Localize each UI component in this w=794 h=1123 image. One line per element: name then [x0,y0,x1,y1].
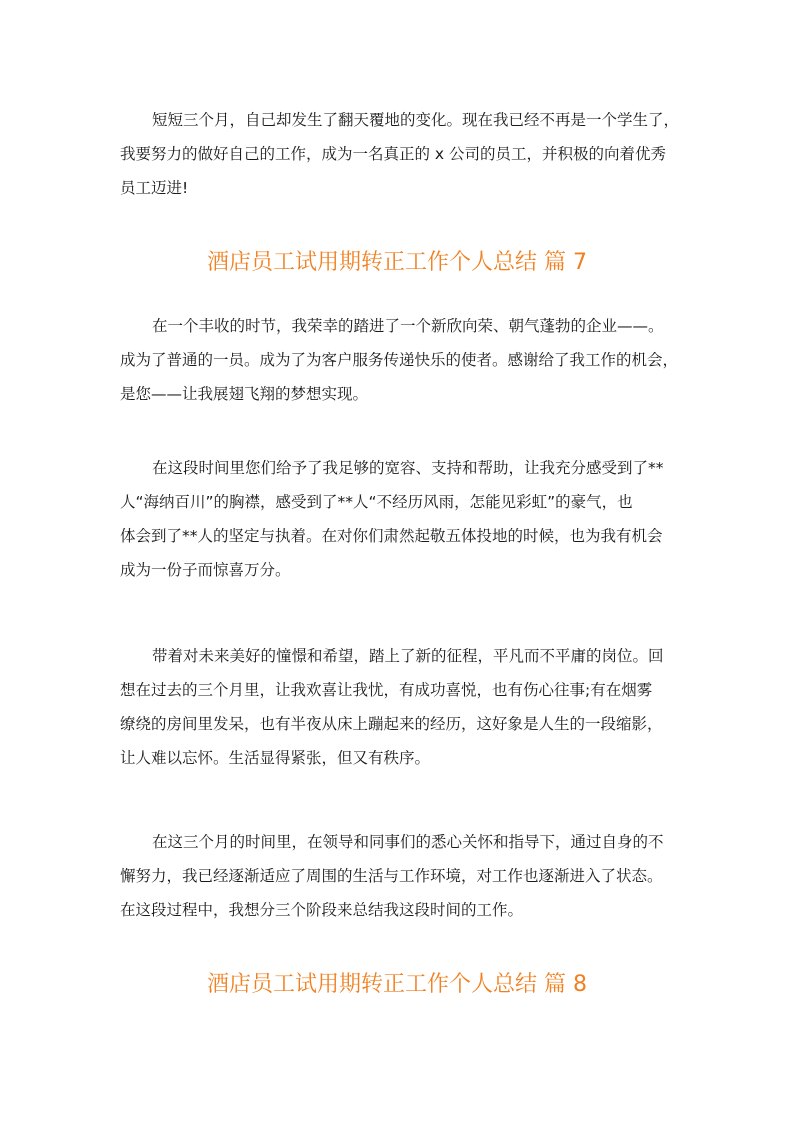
paragraph-line: 带着对未来美好的憧憬和希望，踏上了新的征程，平凡而不平庸的岗位。回 [152,647,664,665]
paragraph-line: 缭绕的房间里发呆，也有半夜从床上蹦起来的经历，这好象是人生的一段缩影， [120,715,663,733]
paragraph-line: 短短三个月，自己却发生了翻天覆地的变化。现在我已经不再是一个学生了， [152,111,680,129]
paragraph-section7-3 [120,639,680,775]
paragraph-intro [120,103,680,205]
paragraph-line: 体会到了**人的坚定与执着。在对你们肃然起敬五体投地的时候，也为我有机会 [120,527,663,545]
paragraph-line: 在这三个月的时间里，在领导和同事们的悉心关怀和指导下，通过自身的不 [152,833,664,851]
paragraph-line: 员工迈进! [120,179,189,197]
paragraph-line: 让人难以忘怀。生活显得紧张，但又有秩序。 [120,749,431,767]
paragraph-line: 是您——让我展翅飞翔的梦想实现。 [120,385,369,403]
paragraph-section7-2 [120,451,680,587]
paragraph-section7-4 [120,825,680,927]
paragraph-line: 人“海纳百川”的胸襟，感受到了**人“不经历风雨，怎能见彩虹”的豪气，也 [120,493,633,511]
paragraph-line: 我要努力的做好自己的工作，成为一名真正的 x 公司的员工，并积极的向着优秀 [120,145,667,163]
paragraph-line: 在这段时间里您们给予了我足够的宽容、支持和帮助，让我充分感受到了** [152,459,664,477]
paragraph-line: 在一个丰收的时节，我荣幸的踏进了一个新欣向荣、朝气蓬勃的企业——。 [152,317,664,335]
paragraph-line: 在这段过程中，我想分三个阶段来总结我这段时间的工作。 [120,901,524,919]
paragraph-line: 懈努力，我已经逐渐适应了周围的生活与工作环境，对工作也逐渐进入了状态。 [120,867,663,885]
paragraph-line: 想在过去的三个月里，让我欢喜让我忧，有成功喜悦，也有伤心往事;有在烟雾 [120,681,653,699]
paragraph-line: 成为一份子而惊喜万分。 [120,561,291,579]
paragraph-line: 成为了普通的一员。成为了为客户服务传递快乐的使者。感谢给了我工作的机会， [120,351,679,369]
paragraph-section7-1 [120,309,680,411]
section-heading-8: 酒店员工试用期转正工作个人总结 篇 8 [207,972,587,997]
section-heading-7: 酒店员工试用期转正工作个人总结 篇 7 [207,250,587,275]
